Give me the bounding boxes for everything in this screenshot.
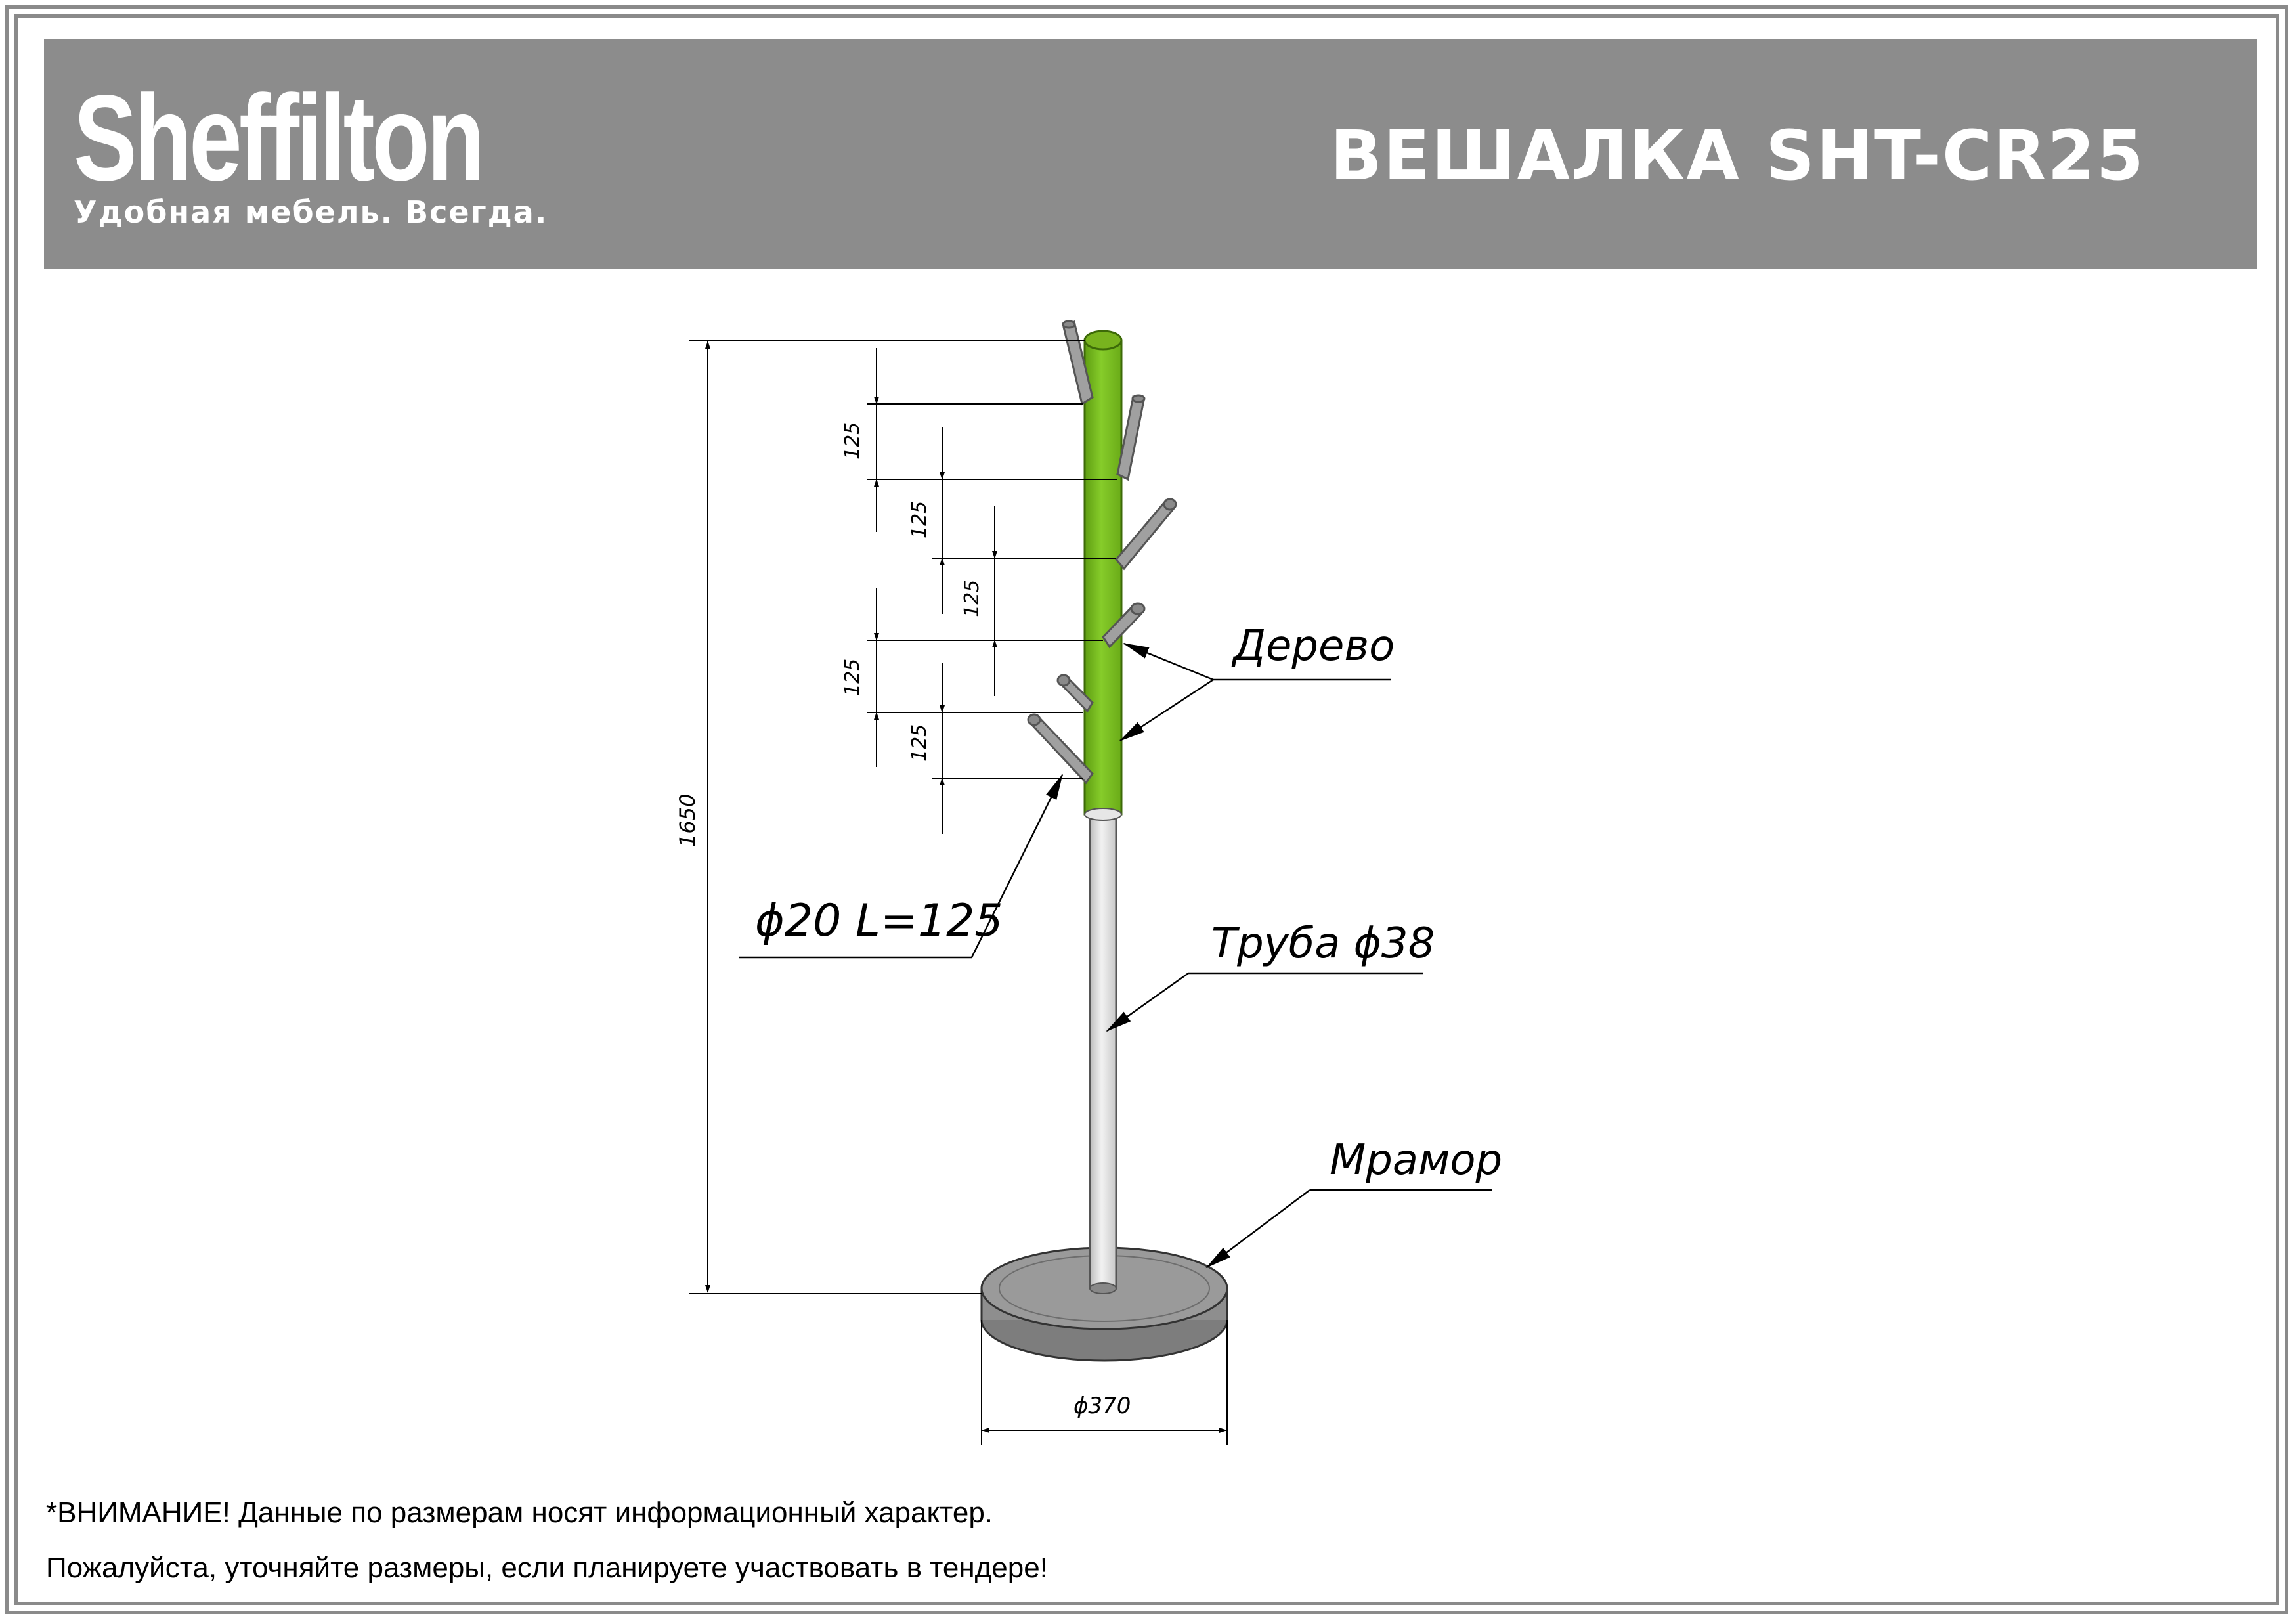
wood-label: Дерево — [1233, 622, 1395, 670]
height-label: 1650 — [675, 793, 700, 847]
tube-callout — [1107, 973, 1423, 1031]
tube-label: Труба ϕ38 — [1211, 919, 1435, 968]
spacing-label-5: 125 — [908, 724, 931, 762]
hook-6 — [1028, 714, 1093, 783]
warning-note: *ВНИМАНИЕ! Данные по размерам носят информационный характер. — [46, 1497, 993, 1529]
spacing-label-4: 125 — [841, 658, 864, 696]
product-title: ВЕШАЛКА SHT-CR25 — [1330, 116, 2145, 196]
marble-label: Мрамор — [1330, 1136, 1503, 1185]
marble-callout — [1207, 1190, 1492, 1267]
spacing-label-2: 125 — [908, 500, 931, 538]
hook-label: ϕ20 L=125 — [755, 895, 1003, 947]
tube-pole — [1090, 814, 1116, 1294]
brand-logo: Sheffilton — [74, 70, 483, 206]
wood-pole — [1085, 331, 1121, 820]
diameter-label: ϕ370 — [1073, 1393, 1131, 1419]
height-dimension — [689, 340, 1085, 1294]
hook-3 — [1116, 499, 1176, 569]
spacing-label-1: 125 — [841, 422, 864, 460]
brand-tagline: Удобная мебель. Всегда. — [74, 194, 548, 230]
tender-note: Пожалуйста, уточняйте размеры, если планируете участвовать в тендере! — [46, 1552, 1048, 1584]
spacing-label-3: 125 — [961, 579, 984, 617]
